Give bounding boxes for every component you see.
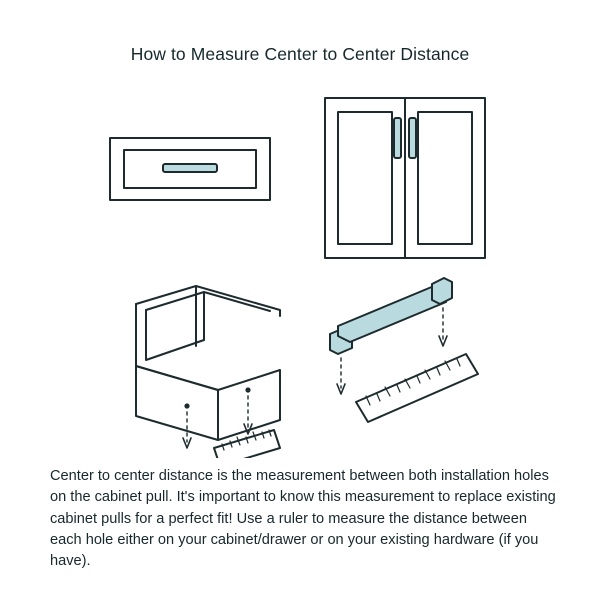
page-title: How to Measure Center to Center Distance: [130, 44, 470, 64]
caption-paragraph: Center to center distance is the measurement between both installation holes on the cabinet pull. It's important to know this measurement to replace existing cabinet pulls for a perfect fit! Use a ruler to measure the distance between each hole either on your cabinet/drawer or on your existing hardware (if you have).: [50, 468, 556, 570]
door-bar-pull-right: [409, 118, 416, 158]
ruler-pull: [356, 354, 478, 422]
pull-isometric: [330, 278, 478, 422]
cabinet-doors-elevation: [325, 98, 485, 258]
diagram-area: [0, 78, 600, 458]
pull-body: [330, 278, 452, 354]
ruler-drawer: [214, 430, 280, 458]
drawer-box-isometric: [136, 286, 280, 458]
drawer-front-elevation: [110, 138, 270, 200]
caption-text: [50, 466, 558, 572]
drawer-bar-pull: [163, 164, 217, 172]
door-bar-pull-left: [394, 118, 401, 158]
